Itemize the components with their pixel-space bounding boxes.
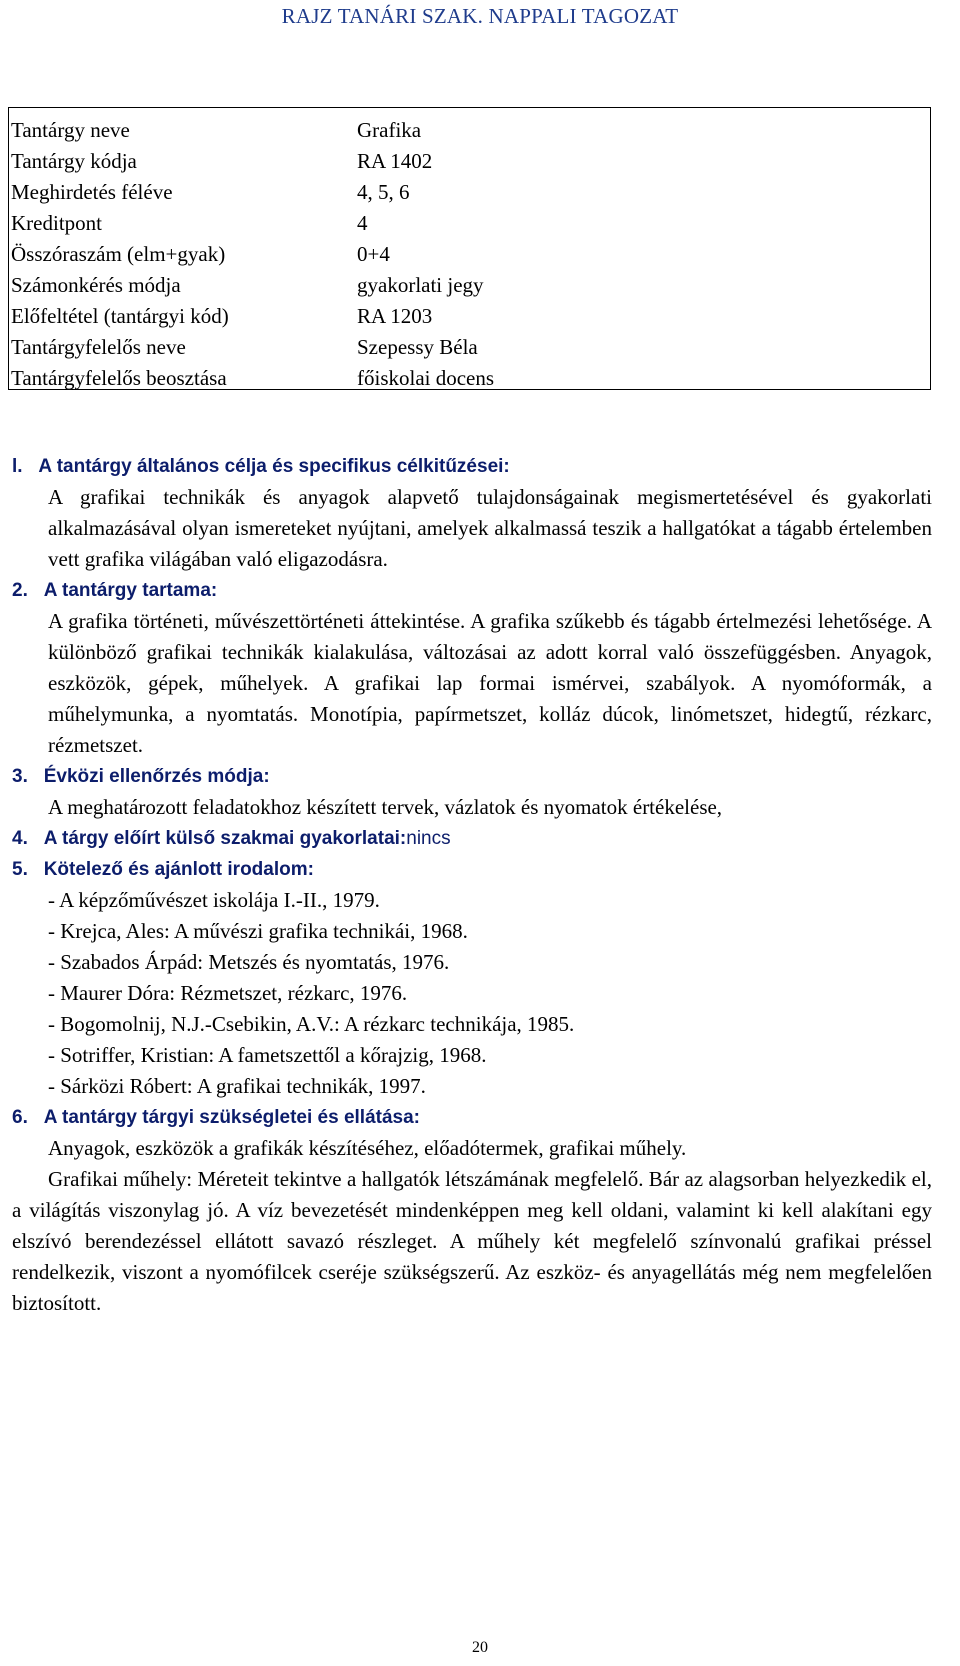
- info-row: [9, 177, 930, 208]
- info-row: [9, 332, 930, 363]
- section-text: Anyagok, eszközök a grafikák készítéséhez, előadótermek, grafikai műhely.: [48, 1136, 687, 1160]
- section-text: Grafikai műhely: Méreteit tekintve a hallgatók létszámának megfelelő. Bár az alagsorban helyezkedik el, a világítás viszonylag jó. A víz bevezetését mindenképpen meg kell oldani, valamint ki kell alakítani egy elszívó berendezéssel ellátott savazó részleget. A műhely két megfelelő színvonalú grafikai préssel rendelkezik, viszont a nyomófilcek cseréje szükségszerű. Az eszköz- és anyagellátás még nem megfelelően biztosított.: [12, 1167, 932, 1315]
- section-literature: [12, 854, 932, 1102]
- section-heading: [12, 575, 932, 606]
- info-key: Számonkérés módja: [11, 273, 181, 297]
- section-title: A tantárgy tartama:: [43, 580, 218, 601]
- info-value: Grafika: [357, 118, 422, 142]
- section-value: nincs: [406, 828, 451, 849]
- section-text: A meghatározott feladatokhoz készített tervek, vázlatok és nyomatok értékelése,: [48, 795, 723, 819]
- section-heading: [12, 451, 932, 482]
- section-content: [12, 575, 932, 761]
- info-value: RA 1402: [357, 149, 433, 173]
- info-key: Tantárgy kódja: [11, 149, 137, 173]
- info-value: RA 1203: [357, 304, 433, 328]
- section-number: 4.: [12, 828, 28, 849]
- info-row: [9, 239, 930, 270]
- section-heading: [12, 761, 932, 792]
- literature-item: - Sárközi Róbert: A grafikai technikák, 1997.: [48, 1074, 426, 1098]
- info-key: Tantárgy neve: [11, 118, 130, 142]
- section-heading: [12, 1102, 932, 1133]
- literature-item: - A képzőművészet iskolája I.-II., 1979.: [48, 888, 380, 912]
- section-heading: [12, 854, 932, 885]
- literature-list: [12, 885, 932, 1102]
- info-key: Előfeltétel (tantárgyi kód): [11, 304, 229, 328]
- section-number: 5.: [12, 859, 28, 880]
- info-key: Kreditpont: [11, 211, 102, 235]
- info-value: 0+4: [357, 242, 390, 266]
- section-number: 2.: [12, 580, 28, 601]
- literature-item: - Maurer Dóra: Rézmetszet, rézkarc, 1976.: [48, 981, 408, 1005]
- info-row: [9, 115, 930, 146]
- section-text: A grafikai technikák és anyagok alapvető tulajdonságainak megismertetésével és gyakorlati alkalmazásával olyan ismereteket nyújtani, amelyek alkalmassá teszik a hallgatókat a tágabb értelemben vett grafika világában való eligazodásra.: [48, 485, 932, 571]
- info-key: Összóraszám (elm+gyak): [11, 242, 226, 266]
- page-number: 20: [472, 1639, 488, 1656]
- info-row: [9, 208, 930, 239]
- info-value: főiskolai docens: [357, 366, 495, 390]
- literature-item: - Sotriffer, Kristian: A fametszettől a kőrajzig, 1968.: [48, 1043, 487, 1067]
- info-row: [9, 363, 930, 394]
- info-value: 4, 5, 6: [357, 180, 410, 204]
- info-key: Tantárgyfelelős neve: [11, 335, 186, 359]
- page-header: RAJZ TANÁRI SZAK. NAPPALI TAGOZAT: [281, 4, 679, 28]
- section-title: A tárgy előírt külső szakmai gyakorlatai:: [43, 828, 407, 849]
- course-info-table: [8, 107, 931, 390]
- literature-item: - Szabados Árpád: Metszés és nyomtatás, 1976.: [48, 950, 450, 974]
- section-requirements: [12, 1102, 932, 1319]
- section-title: Évközi ellenőrzés módja:: [43, 766, 270, 787]
- info-row: [9, 146, 930, 177]
- info-value: Szepessy Béla: [357, 335, 478, 359]
- literature-item: - Bogomolnij, N.J.-Csebikin, A.V.: A rézkarc technikája, 1985.: [48, 1012, 575, 1036]
- section-heading: [12, 823, 932, 854]
- info-value: gyakorlati jegy: [357, 273, 484, 297]
- section-number: l.: [12, 456, 23, 477]
- info-row: [9, 270, 930, 301]
- section-text: A grafika történeti, művészettörténeti áttekintése. A grafika szűkebb és tágabb értelmezési lehetősége. A különböző grafikai technikák kialakulása, változásai az adott korral való összefüggésben. Anyagok, eszközök, gépek, műhelyek. A grafikai lap formai ismérvei, szabályok. A nyomóformák, a műhelymunka, a nyomtatás. Monotípia, papírmetszet, kolláz dúcok, linómetszet, hidegtű, rézkarc, rézmetszet.: [48, 609, 932, 757]
- section-assessment: [12, 761, 932, 823]
- section-goals: [12, 451, 932, 575]
- course-description: [12, 451, 932, 1319]
- section-title: A tantárgy általános célja és specifikus célkitűzései:: [38, 456, 510, 477]
- literature-item: - Krejca, Ales: A művészi grafika technikái, 1968.: [48, 919, 468, 943]
- section-title: Kötelező és ajánlott irodalom:: [43, 859, 314, 880]
- info-row: [9, 301, 930, 332]
- info-key: Tantárgyfelelős beosztása: [11, 366, 227, 390]
- section-number: 3.: [12, 766, 28, 787]
- info-value: 4: [357, 211, 368, 235]
- section-number: 6.: [12, 1107, 28, 1128]
- section-title: A tantárgy tárgyi szükségletei és ellátása:: [43, 1107, 420, 1128]
- info-key: Meghirdetés féléve: [11, 180, 173, 204]
- section-practice: [12, 823, 932, 854]
